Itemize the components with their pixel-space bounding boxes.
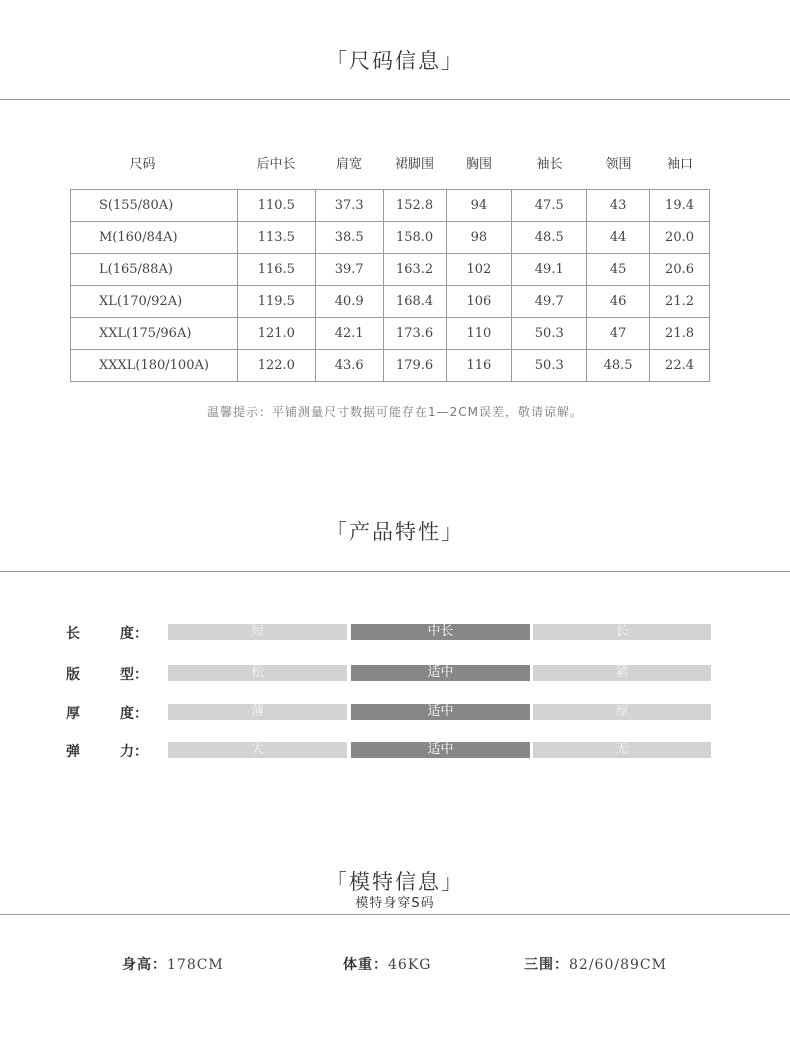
table-cell: XXXL(180/100A)	[71, 350, 238, 382]
table-cell: 49.7	[512, 286, 587, 318]
feature-option-selected: 中长	[351, 624, 530, 640]
table-cell: S(155/80A)	[71, 190, 238, 222]
table-cell: 168.4	[383, 286, 446, 318]
feature-option: 薄	[168, 704, 347, 720]
table-cell: 50.3	[512, 350, 587, 382]
size-table	[70, 189, 710, 382]
feature-option: 长	[533, 624, 711, 640]
table-cell: M(160/84A)	[71, 222, 238, 254]
table-cell: 106	[446, 286, 512, 318]
model-weight-label: 体重：	[343, 957, 388, 973]
table-cell: 22.4	[650, 350, 710, 382]
table-cell: 116.5	[237, 254, 315, 286]
table-cell: 94	[446, 190, 512, 222]
table-cell: 37.3	[315, 190, 383, 222]
feature-option: 大	[168, 742, 347, 758]
table-cell: 39.7	[315, 254, 383, 286]
table-cell: 45	[587, 254, 650, 286]
header-size: 尺码	[129, 157, 156, 172]
feature-section-title: 「产品特性」	[326, 520, 464, 544]
table-cell: 50.3	[512, 318, 587, 350]
header-shoulder: 肩宽	[335, 157, 362, 172]
table-row	[71, 286, 710, 318]
model-height-label: 身高：	[122, 957, 167, 973]
header-hem: 裙脚围	[394, 157, 434, 172]
table-cell: 173.6	[383, 318, 446, 350]
feature-row-fit	[0, 664, 790, 682]
feature-option: 厚	[533, 704, 711, 720]
table-row	[71, 254, 710, 286]
table-cell: L(165/88A)	[71, 254, 238, 286]
header-bust: 胸围	[465, 157, 492, 172]
feature-label: 厚	[66, 706, 80, 722]
table-cell: 48.5	[587, 350, 650, 382]
table-cell: 46	[587, 286, 650, 318]
table-cell: 43.6	[315, 350, 383, 382]
model-measurements	[524, 954, 667, 974]
size-section-divider	[0, 99, 790, 100]
feature-label: 度：	[120, 706, 148, 722]
size-section-title: 「尺码信息」	[326, 49, 464, 73]
table-row	[71, 318, 710, 350]
table-cell: 119.5	[237, 286, 315, 318]
feature-label: 长	[66, 626, 80, 642]
feature-row-elasticity	[0, 741, 790, 759]
table-cell: 110.5	[237, 190, 315, 222]
table-cell: 113.5	[237, 222, 315, 254]
model-measure-value: 82/60/89CM	[569, 957, 667, 973]
table-cell: 152.8	[383, 190, 446, 222]
table-cell: 38.5	[315, 222, 383, 254]
table-cell: 102	[446, 254, 512, 286]
model-measure-label: 三围：	[524, 957, 569, 973]
feature-label: 力：	[120, 744, 148, 760]
model-height	[122, 954, 224, 974]
feature-section-divider	[0, 571, 790, 572]
table-cell: 122.0	[237, 350, 315, 382]
feature-option: 无	[533, 742, 711, 758]
model-section-title: 「模特信息」	[326, 870, 464, 894]
model-weight	[343, 954, 431, 974]
table-cell: 48.5	[512, 222, 587, 254]
table-cell: XXL(175/96A)	[71, 318, 238, 350]
table-cell: 98	[446, 222, 512, 254]
table-row	[71, 222, 710, 254]
table-row	[71, 350, 710, 382]
feature-option: 短	[168, 624, 347, 640]
table-cell: 179.6	[383, 350, 446, 382]
feature-label: 弹	[66, 744, 80, 760]
model-subtitle: 模特身穿S码	[355, 896, 435, 911]
table-cell: 47	[587, 318, 650, 350]
table-cell: 42.1	[315, 318, 383, 350]
size-tip: 温馨提示：平铺测量尺寸数据可能存在1—2CM误差，敬请谅解。	[206, 405, 583, 419]
table-cell: 110	[446, 318, 512, 350]
header-back-length: 后中长	[256, 157, 296, 172]
model-section-divider	[0, 914, 790, 915]
header-cuff: 袖口	[666, 157, 693, 172]
feature-row-thickness	[0, 703, 790, 721]
table-cell: 21.2	[650, 286, 710, 318]
table-cell: 40.9	[315, 286, 383, 318]
feature-option: 紧	[533, 665, 711, 681]
table-cell: 116	[446, 350, 512, 382]
feature-row-length	[0, 623, 790, 641]
feature-option: 松	[168, 665, 347, 681]
table-cell: XL(170/92A)	[71, 286, 238, 318]
table-cell: 43	[587, 190, 650, 222]
table-cell: 158.0	[383, 222, 446, 254]
header-neck: 领围	[605, 157, 632, 172]
feature-option-selected: 适中	[351, 665, 530, 681]
feature-option-selected: 适中	[351, 742, 530, 758]
feature-label: 版	[66, 667, 80, 683]
table-cell: 49.1	[512, 254, 587, 286]
table-cell: 47.5	[512, 190, 587, 222]
table-cell: 19.4	[650, 190, 710, 222]
feature-label: 度：	[120, 626, 148, 642]
table-cell: 163.2	[383, 254, 446, 286]
model-height-value: 178CM	[167, 957, 224, 973]
model-weight-value: 46KG	[388, 957, 432, 973]
feature-label: 型：	[120, 667, 148, 683]
table-cell: 21.8	[650, 318, 710, 350]
table-cell: 121.0	[237, 318, 315, 350]
table-row	[71, 190, 710, 222]
header-sleeve-length: 袖长	[536, 157, 563, 172]
feature-option-selected: 适中	[351, 704, 530, 720]
table-cell: 20.0	[650, 222, 710, 254]
table-cell: 44	[587, 222, 650, 254]
table-cell: 20.6	[650, 254, 710, 286]
